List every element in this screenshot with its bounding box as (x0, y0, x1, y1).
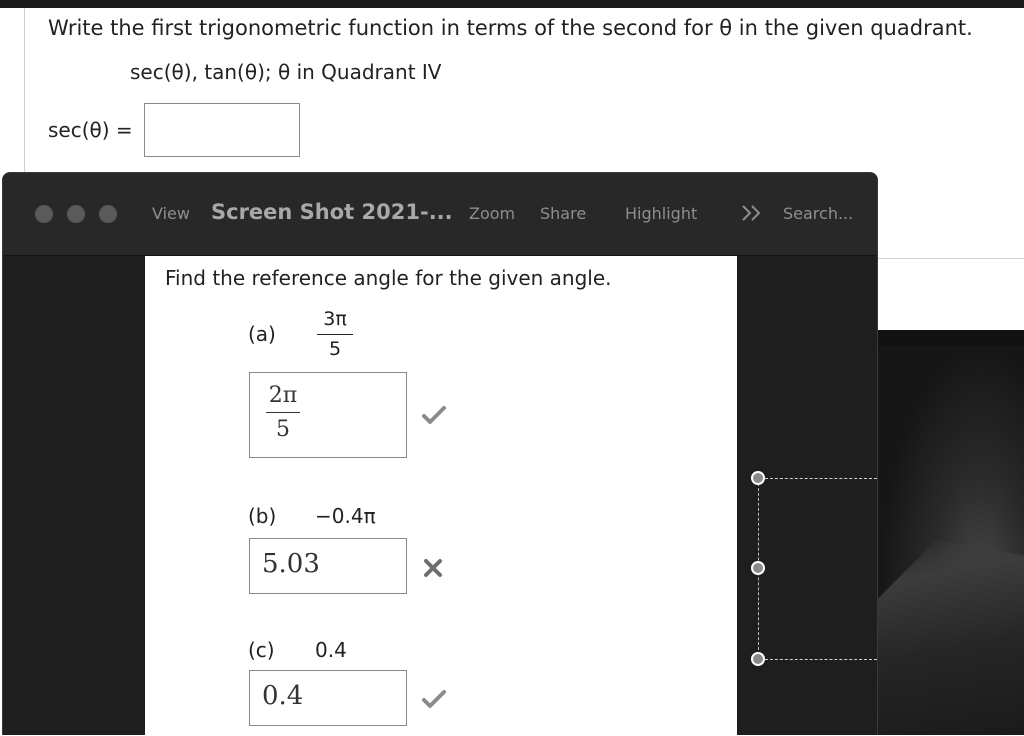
window-title: Screen Shot 2021-... (211, 200, 453, 224)
view-menu-button[interactable]: View (152, 204, 190, 223)
preview-toolbar (3, 173, 877, 256)
fraction-bar (317, 334, 353, 335)
zoom-window-button[interactable] (99, 205, 117, 223)
part-a-answer-numerator: 2π (268, 383, 298, 408)
part-b-angle: −0.4π (315, 504, 376, 528)
part-b-answer-box[interactable] (249, 538, 407, 594)
cross-icon (421, 556, 445, 584)
fraction-bar (266, 412, 300, 413)
part-a-answer-denominator: 5 (276, 417, 290, 442)
chevron-right-icon[interactable] (740, 202, 764, 228)
zoom-button[interactable]: Zoom (469, 204, 516, 223)
minimize-button[interactable] (67, 205, 85, 223)
highlight-button[interactable]: Highlight (625, 204, 698, 223)
search-field[interactable]: Search... (783, 204, 854, 223)
document-page (145, 256, 737, 736)
photo-top-bar (878, 330, 1024, 346)
part-a-answer-box[interactable] (249, 372, 407, 458)
share-button[interactable]: Share (540, 204, 587, 223)
selection-edge-bottom (765, 659, 877, 660)
right-divider (878, 258, 1024, 259)
part-c-angle: 0.4 (315, 638, 347, 662)
part-a-answer (266, 383, 300, 442)
selection-edge-top (765, 478, 877, 479)
selection-handle-bottom[interactable] (751, 652, 765, 666)
selection-handle-top[interactable] (751, 471, 765, 485)
part-c-answer: 0.4 (262, 681, 304, 711)
answer-label: sec(θ) = (48, 118, 133, 142)
preview-window (2, 172, 878, 735)
check-icon (421, 688, 447, 714)
check-icon (421, 404, 447, 430)
close-button[interactable] (35, 205, 53, 223)
top-strip (0, 0, 1024, 8)
part-b-label: (b) (248, 504, 277, 528)
part-a-angle-numerator: 3π (323, 308, 347, 330)
question-functions: sec(θ), tan(θ); θ in Quadrant IV (130, 60, 442, 84)
document-title: Find the reference angle for the given angle. (165, 266, 612, 290)
left-divider (24, 8, 25, 173)
part-c-label: (c) (248, 638, 275, 662)
part-a-angle-denominator: 5 (328, 338, 342, 360)
part-b-answer: 5.03 (262, 549, 320, 579)
part-a-label: (a) (248, 322, 276, 346)
part-c-answer-box[interactable] (249, 670, 407, 726)
sec-answer-input[interactable] (144, 103, 300, 157)
question-prompt: Write the first trigonometric function in terms of the second for θ in the given quadrant. (48, 16, 973, 40)
selection-handle-middle[interactable] (751, 561, 765, 575)
part-a-angle (317, 308, 353, 360)
